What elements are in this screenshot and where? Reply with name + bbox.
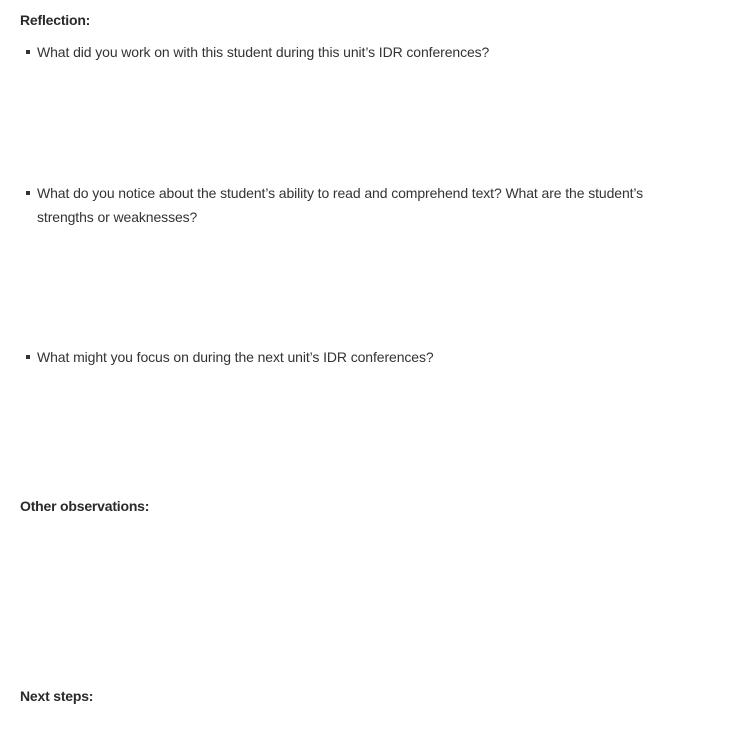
reflection-prompt-2-text: What do you notice about the student’s ability to read and comprehend text? What are the student’s strengths or weaknesses? [37,185,644,225]
reflection-prompt-3-text: What might you focus on during the next unit’s IDR conferences? [37,349,434,365]
square-bullet-icon [26,355,30,359]
reflection-prompt-1 [26,40,697,64]
reflection-prompt-1-text: What did you work on with this student during this unit’s IDR conferences? [37,44,490,60]
square-bullet-icon [26,191,30,195]
next-steps-heading: Next steps: [20,688,94,704]
reflection-heading: Reflection: [20,12,91,28]
reflection-prompt-2 [26,181,697,229]
other-observations-heading: Other observations: [20,498,150,514]
square-bullet-icon [26,50,30,54]
reflection-prompt-3 [26,345,697,369]
